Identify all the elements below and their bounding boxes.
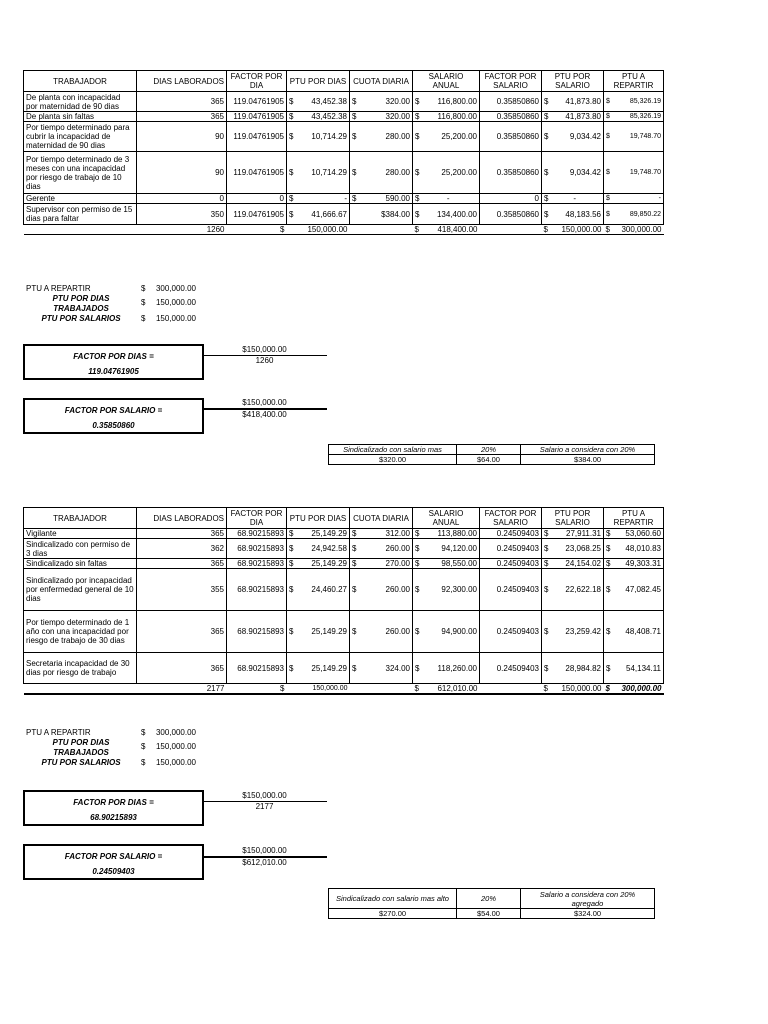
ptu-repartir-label: PTU A REPARTIR — [26, 284, 91, 293]
header-ptu-dias: PTU POR DIAS — [287, 508, 350, 529]
header-trabajador: TRABAJADOR — [24, 71, 137, 92]
factor-dias-fraction-2: $\frac{\$150,000.00}{2177}$ — [202, 791, 327, 812]
header-salario-anual: SALARIO ANUAL — [413, 71, 480, 92]
header-trabajador: TRABAJADOR — [24, 508, 137, 529]
header-factor-dia: FACTOR POR DIA — [227, 508, 287, 529]
factor-dias-value: 119.04761905 — [88, 367, 139, 376]
table-row: Sindicalizado con permiso de 3 dias 362 68.90215893 $ 24,942.58 $ 260.00 $ 94,120.00 0.24509403 $ 23,068.25 $ 48,010.83 — [24, 539, 664, 559]
header-cuota-diaria: CUOTA DIARIA — [350, 508, 413, 529]
header-cuota-diaria: CUOTA DIARIA — [350, 71, 413, 92]
factor-dias-value: 68.90215893 — [90, 813, 137, 822]
header-dias-laborados: DIAS LABORADOS — [137, 508, 227, 529]
header-ptu-salario: PTU POR SALARIO — [542, 508, 604, 529]
factor-salario-value: 0.24509403 — [92, 867, 135, 876]
ptu-table-2 — [23, 507, 664, 695]
header-dias-laborados: DIAS LABORADOS — [137, 71, 227, 92]
ptu-salarios-value: 150,000.00 — [155, 758, 196, 767]
factor-dias-fraction-1: $\frac{\$150,000.00}{1260}$ — [202, 345, 327, 366]
ptu-summary-2: PTU A REPARTIR $ 300,000.00 PTU POR DIAS TRABAJADOS $ 150,000.00 PTU POR SALARIOS $ 150,000.00 — [26, 728, 196, 767]
factor-salario-value: 0.35850860 — [92, 421, 135, 430]
header-ptu-repartir: PTU A REPARTIR — [604, 71, 664, 92]
table-row: Sindicalizado sin faltas 365 68.90215893 $ 25,149.29 $ 270.00 $ 98,550.00 0.24509403 $ 24,154.02 $ 49,303.31 — [24, 559, 664, 569]
ptu-dias-value: 150,000.00 — [155, 742, 196, 751]
header-factor-salario: FACTOR POR SALARIO — [480, 508, 542, 529]
header-salario-anual: SALARIO ANUAL — [413, 508, 480, 529]
table-row: Por tiempo determinado de 3 meses con una incapacidad por riesgo de trabajo de 10 dias 90 119.04761905 $ 10,714.29 $ 280.00 $ 25,200.00 0.35850860 $ 9,034.42 $ 19,748.70 — [24, 152, 664, 194]
header-factor-dia: FACTOR POR DIA — [227, 71, 287, 92]
salary-increase-table-2: Sindicalizado con salario mas alto 20% Salario a considera con 20% agregado $270.00 $54.00 $324.00 — [328, 888, 655, 919]
ptu-repartir-value: 300,000.00 — [155, 728, 196, 737]
table-row: Sindicalizado por incapacidad por enfermedad general de 10 dias 355 68.90215893 $ 24,460.27 $ 260.00 $ 92,300.00 0.24509403 $ 22,622.18 $ 47,082.45 — [24, 569, 664, 611]
table-row: Secretaria incapacidad de 30 dias por riesgo de trabajo 365 68.90215893 $ 25,149.29 $ 324.00 $ 118,260.00 0.24509403 $ 28,984.82 $ 54,134.11 — [24, 653, 664, 684]
ptu-salarios-label: PTU POR SALARIOS — [41, 314, 121, 323]
header-ptu-repartir: PTU A REPARTIR — [604, 508, 664, 529]
ptu-dias-value: 150,000.00 — [155, 298, 196, 307]
header-ptu-salario: PTU POR SALARIO — [542, 71, 604, 92]
totals-row: 1260 $ 150,000.00 $ 418,400.00 $ 150,000.00 $ 300,000.00 — [24, 225, 664, 235]
ptu-dias-label: PTU POR DIAS TRABAJADOS — [52, 294, 110, 313]
factor-salario-box-1: FACTOR POR SALARIO = 0.35850860 — [23, 398, 204, 434]
ptu-summary-1: PTU A REPARTIR $ 300,000.00 PTU POR DIAS TRABAJADOS $ 150,000.00 PTU POR SALARIOS $ 150,000.00 — [26, 284, 196, 323]
table-row: Vigilante 365 68.90215893 $ 25,149.29 $ 312.00 $ 113,880.00 0.24509403 $ 27,911.31 $ 53,060.60 — [24, 529, 664, 539]
factor-dias-box-1: FACTOR POR DIAS = 119.04761905 — [23, 344, 204, 380]
header-ptu-dias: PTU POR DIAS — [287, 71, 350, 92]
table-row: Por tiempo determinado de 1 año con una incapacidad por riesgo de trabajo de 30 dias 365 68.90215893 $ 25,149.29 $ 260.00 $ 94,900.00 0.24509403 $ 23,259.42 $ 48,408.71 — [24, 611, 664, 653]
salary-increase-table-1: Sindicalizado con salario mas 20% Salario a considera con 20% $320.00 $64.00 $384.00 — [328, 444, 655, 465]
table-row: Por tiempo determinado para cubrir la incapacidad de maternidad de 90 dias 90 119.04761905 $ 10,714.29 $ 280.00 $ 25,200.00 0.35850860 $ 9,034.42 $ 19,748.70 — [24, 122, 664, 152]
table-header-row — [24, 71, 664, 92]
factor-salario-fraction-2: $\frac{\$150,000.00}{\$612,010.00}$ — [202, 846, 327, 868]
table-header-row — [24, 508, 664, 529]
ptu-salarios-label: PTU POR SALARIOS — [41, 758, 121, 767]
ptu-table-1 — [23, 70, 664, 235]
table-row: Gerente 0 0 $ - $ 590.00 $ - 0 $ - $ - — [24, 194, 664, 204]
factor-salario-box-2: FACTOR POR SALARIO = 0.24509403 — [23, 844, 204, 880]
table-row: Supervisor con permiso de 15 dias para faltar 350 119.04761905 $ 41,666.67 $384.00 $ 134,400.00 0.35850860 $ 48,183.56 $ 89,850.22 — [24, 204, 664, 225]
ptu-repartir-label: PTU A REPARTIR — [26, 728, 91, 737]
factor-dias-box-2: FACTOR POR DIAS = 68.90215893 — [23, 790, 204, 826]
factor-salario-fraction-1: $\frac{\$150,000.00}{\$418,400.00}$ — [202, 398, 327, 420]
ptu-dias-label: PTU POR DIAS TRABAJADOS — [52, 738, 110, 757]
table-row: De planta con incapacidad por maternidad de 90 dias 365 119.04761905 $ 43,452.38 $ 320.00 $ 116,800.00 0.35850860 $ 41,873.80 $ 85,326.19 — [24, 92, 664, 112]
header-factor-salario: FACTOR POR SALARIO — [480, 71, 542, 92]
ptu-repartir-value: 300,000.00 — [155, 284, 196, 293]
ptu-salarios-value: 150,000.00 — [155, 314, 196, 323]
table-row: De planta sin faltas 365 119.04761905 $ 43,452.38 $ 320.00 $ 116,800.00 0.35850860 $ 41,873.80 $ 85,326.19 — [24, 112, 664, 122]
totals-row: 2177 $ 150,000.00 $ 612,010.00 $ 150,000.00 $ 300,000.00 — [24, 684, 664, 695]
